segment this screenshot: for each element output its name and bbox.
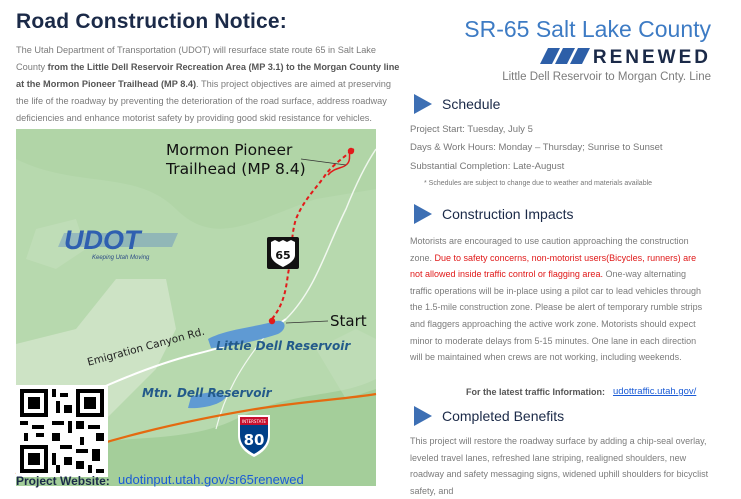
website-label: Project Website: [16, 474, 110, 488]
label-mtn-dell: Mtn. Dell Reservoir [142, 386, 272, 400]
qr-code-graphic [16, 385, 108, 477]
benefits-paragraph: This project will restore the roadway surface by adding a chip-seal overlay, leveled travel lanes, refreshed lane striping, realigned shoulders, new roadway and safety messaging signs, widened uphill shoulders for bicyclist safety, and [410, 436, 709, 496]
impacts-text-1: Motorists are encouraged to use caution approaching the construction zone. [410, 236, 689, 263]
impacts-heading [414, 204, 574, 224]
intro-paragraph [16, 42, 404, 127]
sr65-shield-icon [267, 237, 299, 269]
interstate-label: INTERSTATE [242, 419, 266, 424]
udot-tagline: Keeping Utah Moving [92, 255, 150, 261]
intro-text-1: The Utah Department of Transportation (UDOT) will resurface state route 65 in Salt Lake County [16, 45, 377, 72]
label-pioneer-line1: Mormon Pioneer [166, 141, 293, 159]
label-mormon-pioneer [166, 141, 306, 179]
intro-text-2: . This project objectives are aimed at preserving the life of the roadway by preventing the deterioration of the road surface, address roadway deficiencies and enhance motorist safety by providing good skid resistance for vehicles. [16, 79, 391, 123]
substantial-completion: Substantial Completion: Late-August [410, 161, 565, 172]
label-pioneer-line2: Trailhead (MP 8.4) [166, 160, 306, 178]
benefits-heading-text: Completed Benefits [442, 408, 565, 424]
brand-stripes-icon [540, 48, 598, 64]
qr-code[interactable] [16, 385, 108, 477]
work-hours: Days & Work Hours: Monday – Thursday; Sunrise to Sunset [410, 142, 663, 153]
impacts-text-2: One-way alternating traffic operations will be in-place using a pilot car to lead vehicles through the 1.5-mile construction zone. Please be alert of temporary rumble strips and flaggers approaching the active work zone. Motorists should expect minor to moderate delays from 5-15 minutes. One lane in each direction will be maintained when crews are not working, including weekends. [410, 269, 703, 363]
schedule-note: * Schedules are subject to change due to weather and materials available [424, 180, 653, 187]
website-link[interactable]: udotinput.utah.gov/sr65renewed [118, 472, 304, 487]
notice-title: Road Construction Notice: [16, 10, 287, 33]
benefits-heading [414, 406, 564, 426]
project-subtitle: Little Dell Reservoir to Morgan Cnty. Line [502, 71, 711, 83]
arrow-icon [414, 204, 432, 224]
label-start: Start [330, 312, 367, 330]
brand-renewed: RENEWED [592, 47, 711, 68]
intro-text-bold: from the Little Dell Reservoir Recreation Area (MP 3.1) to the Morgan County line at the Mormon Pioneer Trailhead (MP 8.4) [16, 62, 400, 89]
impacts-heading-text: Construction Impacts [442, 206, 574, 222]
interstate-number: 80 [243, 431, 265, 449]
arrow-icon [414, 406, 432, 426]
label-emigration-canyon: Emigration Canyon Rd. [86, 325, 206, 369]
traffic-info-label: For the latest traffic Information: [466, 387, 606, 397]
label-little-dell: Little Dell Reservoir [216, 339, 351, 353]
project-start: Project Start: Tuesday, July 5 [410, 124, 533, 135]
sr65-shield-number: 65 [275, 249, 291, 262]
project-title: SR-65 Salt Lake County [464, 16, 711, 42]
traffic-info-link[interactable]: udottraffic.utah.gov/ [613, 386, 697, 397]
impacts-paragraph [410, 233, 710, 366]
udot-logo-text: UDOT [64, 225, 141, 255]
arrow-icon [414, 94, 432, 114]
impacts-warning: Due to safety concerns, non-motorist users(Bicycles, runners) are not allowed inside traffic control or flagging area. [410, 252, 697, 280]
right-column [402, 0, 741, 496]
schedule-heading-text: Schedule [442, 96, 501, 112]
schedule-heading [414, 94, 500, 114]
